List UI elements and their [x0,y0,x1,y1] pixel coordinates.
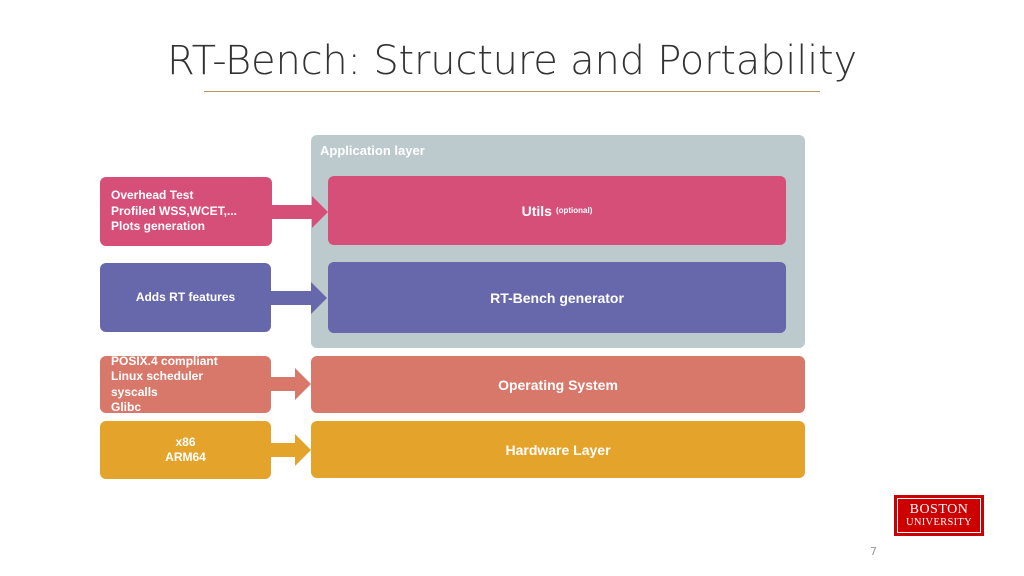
logo-line-1: BOSTON [909,501,969,517]
hardware-features-box [100,421,271,479]
os-feature-item: POSIX.4 compliant [111,353,218,368]
logo-line-2: UNIVERSITY [906,517,972,529]
utils-box [328,176,786,245]
title-divider [204,91,820,92]
os-features-box [100,353,271,414]
rt-features-label: Adds RT features [135,289,236,304]
rt-features-box [100,263,271,332]
application-layer-label: Application layer [320,143,425,158]
os-arrow-icon [271,368,313,400]
os-feature-item: syscalls [111,384,158,399]
utils-optional-note: (optional) [555,206,593,215]
rt-bench-generator-label: RT-Bench generator [490,289,624,306]
generator-arrow-icon [271,282,329,314]
slide-title: RT-Bench: Structure and Portability [167,38,857,84]
utils-label: Utils [521,202,552,219]
hardware-feature-item: x86 [175,434,196,449]
page-number: 7 [870,545,877,558]
operating-system-box [311,356,805,413]
hardware-arrow-icon [271,434,313,466]
utils-feature-item: Overhead Test [111,188,194,203]
operating-system-label: Operating System [498,376,618,393]
os-feature-item: Linux scheduler [111,369,204,383]
utils-arrow-icon [272,196,330,228]
utils-features-box [100,177,272,246]
hardware-feature-item: ARM64 [165,450,206,464]
hardware-layer-box [311,421,805,478]
utils-feature-item: Profiled WSS,WCET,... [111,203,238,218]
rt-bench-generator-box [328,262,786,333]
os-feature-item: Glibc [111,400,142,414]
hardware-layer-label: Hardware Layer [505,441,611,458]
boston-university-logo [894,495,984,536]
utils-feature-item: Plots generation [111,219,206,234]
